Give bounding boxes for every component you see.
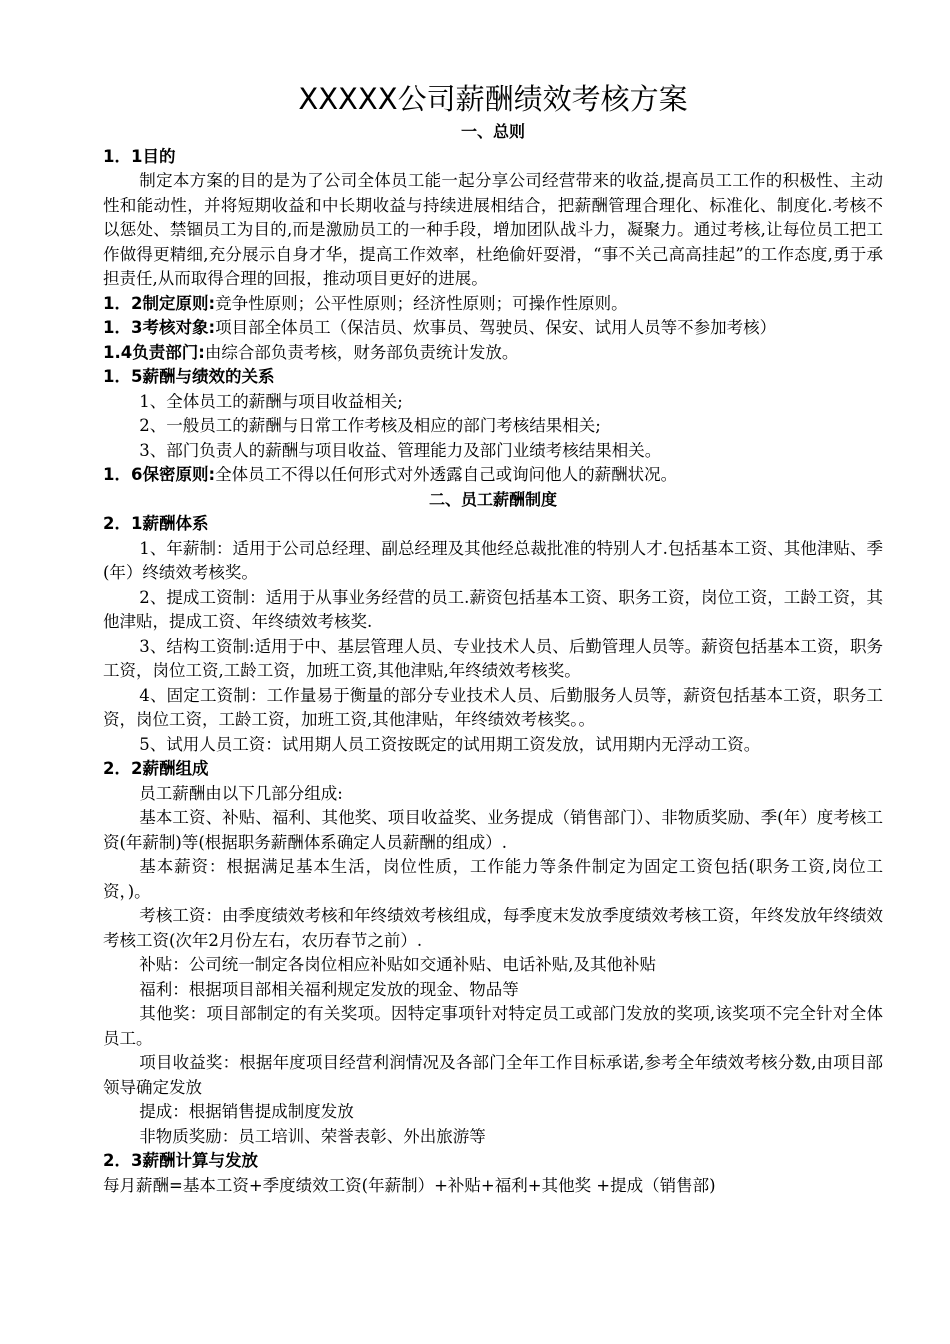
paragraph-project-bonus: 项目收益奖：根据年度项目经营利润情况及各部门全年工作目标承诺,参考全年绩效考核分数,由项目部领导确定发放: [103, 1053, 883, 1097]
subheading-confidentiality: 1．6保密原则:: [103, 465, 216, 484]
principles-line: [103, 292, 883, 317]
paragraph-structured-salary: 3、结构工资制:适用于中、基层管理人员、专业技术人员、后勤管理人员等。薪资包括基本工资，职务工资，岗位工资,工龄工资，加班工资,其他津贴,年终绩效考核奖。: [103, 636, 883, 680]
paragraph-base-salary: 基本薪资：根据满足基本生活，岗位性质，工作能力等条件制定为固定工资包括(职务工资,岗位工资，)。: [103, 857, 883, 901]
assessment-target-text: 项目部全体员工（保洁员、炊事员、驾驶员、保安、试用人员等不参加考核）: [215, 318, 777, 337]
document-page: [103, 80, 883, 1198]
paragraph-non-material-reward: 非物质奖励：员工培训、荣誉表彰、外出旅游等: [139, 1126, 486, 1146]
list-item: 3、部门负责人的薪酬与项目收益、管理能力及部门业绩考核结果相关。: [139, 440, 662, 460]
paragraph-assessment-salary: 考核工资：由季度绩效考核和年终绩效考核组成，每季度末发放季度绩效考核工资，年终发放年终绩效考核工资(次年2月份左右，农历春节之前）.: [103, 906, 883, 950]
paragraph-probation-salary: 5、试用人员工资：试用期人员工资按既定的试用期工资发放，试用期内无浮动工资。: [139, 734, 761, 754]
subheading-salary-calculation: 2．3薪酬计算与发放: [103, 1151, 258, 1170]
paragraph-welfare: 福利：根据项目部相关福利规定发放的现金、物品等: [139, 979, 519, 999]
confidentiality-line: [103, 463, 883, 488]
paragraph-composition-list: 基本工资、补贴、福利、其他奖、项目收益奖、业务提成（销售部门）、非物质奖励、季(年）度考核工资(年薪制)等(根据职务薪酬体系确定人员薪酬的组成）.: [103, 808, 883, 852]
paragraph-monthly-salary-formula: 每月薪酬=基本工资+季度绩效工资(年薪制）+补贴+福利+其他奖 +提成（销售部): [103, 1175, 716, 1195]
paragraph-purpose: 制定本方案的目的是为了公司全体员工能一起分享公司经营带来的收益,提高员工工作的积极性、主动性和能动性，并将短期收益和中长期收益与持续进展相结合，把薪酬管理合理化、标准化、制度化.考核不以惩处、禁锢员工为目的,而是激励员工的一种手段，增加团队战斗力，凝聚力。通过考核,让每位员工把工作做得更精细,充分展示自身才华，提高工作效率，杜绝偷奸耍滑，“事不关己高高挂起”的工作态度,勇于承担责任,从而取得合理的回报，推动项目更好的进展。: [103, 171, 883, 288]
paragraph-annual-salary: 1、年薪制：适用于公司总经理、副总经理及其他经总裁批准的特别人才.包括基本工资、其他津贴、季(年）终绩效考核奖。: [103, 538, 883, 582]
responsible-dept-text: 由综合部负责考核，财务部负责统计发放。: [204, 342, 519, 362]
confidentiality-text: 全体员工不得以任何形式对外透露自己或询问他人的薪酬状况。: [215, 465, 678, 484]
section-heading-salary-system: 二、员工薪酬制度: [428, 489, 557, 509]
document-title: XXXXX公司薪酬绩效考核方案: [298, 82, 688, 116]
paragraph-fixed-salary: 4、固定工资制：工作量易于衡量的部分专业技术人员、后勤服务人员等，薪资包括基本工资，职务工资，岗位工资，工龄工资，加班工资,其他津贴，年终绩效考核奖。。: [103, 685, 883, 729]
responsible-dept-line: [103, 341, 883, 366]
principles-text: 竞争性原则；公平性原则；经济性原则；可操作性原则。: [215, 293, 628, 313]
subheading-principles: 1．2制定原则:: [103, 293, 216, 313]
paragraph-commission: 提成：根据销售提成制度发放: [139, 1102, 354, 1121]
paragraph-composition-intro: 员工薪酬由以下几部分组成:: [139, 783, 343, 803]
assessment-target-line: [103, 316, 883, 341]
paragraph-allowance: 补贴：公司统一制定各岗位相应补贴如交通补贴、电话补贴,及其他补贴: [139, 955, 657, 974]
subheading-salary-structure: 2．1薪酬体系: [103, 514, 209, 533]
list-item: 1、全体员工的薪酬与项目收益相关;: [139, 391, 403, 411]
subheading-responsible-dept: 1.4负责部门:: [103, 342, 205, 362]
subheading-salary-performance: 1．5薪酬与绩效的关系: [103, 367, 275, 386]
paragraph-commission-salary: 2、提成工资制：适用于从事业务经营的员工.薪资包括基本工资、职务工资，岗位工资，工龄工资，其他津贴，提成工资、年终绩效考核奖.: [103, 587, 883, 631]
subheading-assessment-target: 1．3考核对象:: [103, 318, 216, 337]
paragraph-other-bonus: 其他奖：项目部制定的有关奖项。因特定事项针对特定员工或部门发放的奖项,该奖项不完全针对全体员工。: [103, 1004, 883, 1048]
list-item: 2、一般员工的薪酬与日常工作考核及相应的部门考核结果相关;: [139, 416, 601, 435]
subheading-purpose: 1．1目的: [103, 146, 176, 166]
subheading-salary-composition: 2．2薪酬组成: [103, 759, 209, 778]
section-heading-general: 一、总则: [460, 122, 525, 141]
